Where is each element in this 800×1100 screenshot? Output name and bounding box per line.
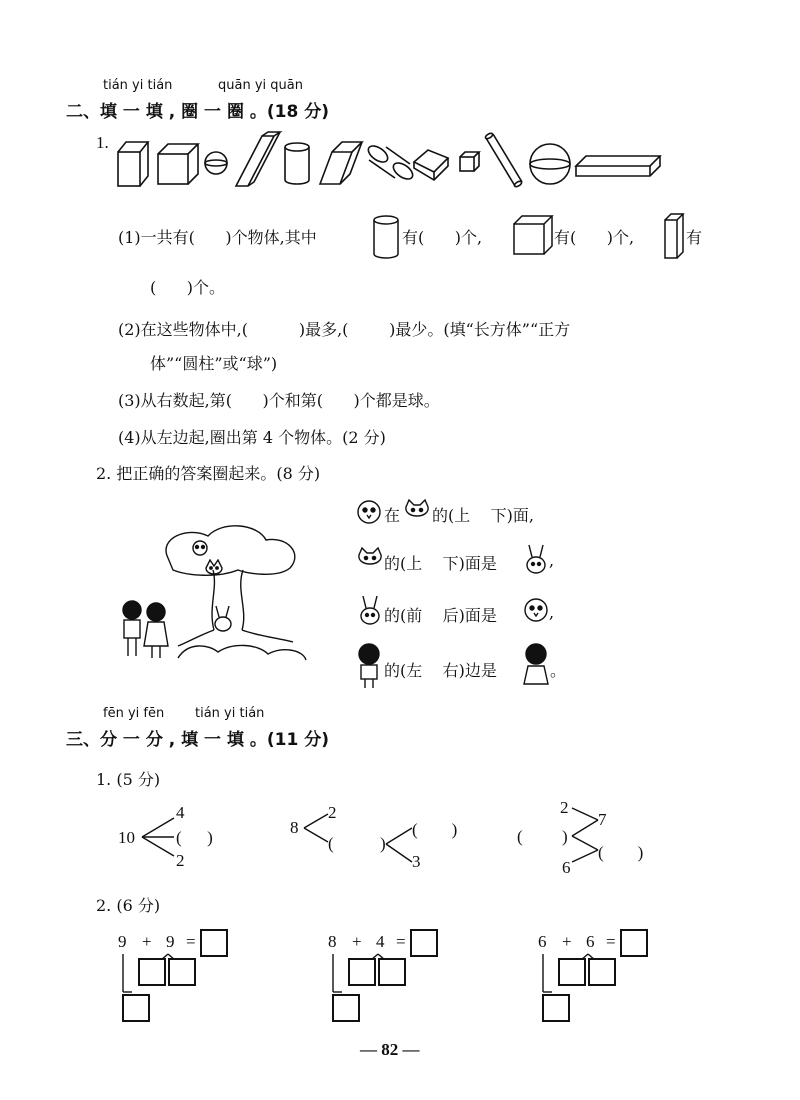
eq3-answer-box[interactable] [620, 929, 648, 957]
eq2-a: 8 [328, 932, 337, 951]
object-11-sphere-icon [530, 144, 570, 184]
s3-q1-title: 1. (5 分) [96, 770, 161, 789]
q2-line3-choice: 的(前 后)面是 [384, 606, 497, 625]
q2-line4-choice: 的(左 右)边是 [384, 661, 497, 680]
cuboid-small-icon [663, 212, 685, 262]
chick-icon [523, 597, 549, 623]
d1-part-blank: ( ) [176, 828, 213, 847]
object-3-sphere-icon [205, 152, 227, 174]
d2-part-top: 2 [328, 803, 337, 822]
q2-line3-end: , [549, 603, 555, 622]
eq3-equals: = [606, 932, 616, 951]
girl-icon [522, 642, 550, 690]
eq3-b: 6 [586, 932, 595, 951]
pinyin-tian-yi-tian-2: tián yi tián [195, 706, 265, 721]
q2-line4-end: 。 [550, 661, 567, 680]
chick-icon [356, 499, 382, 525]
chick-icon [193, 541, 207, 555]
object-12-cuboid-icon [576, 156, 660, 176]
eq3-a: 6 [538, 932, 547, 951]
object-8-cube-icon [414, 150, 448, 180]
fox-icon [403, 499, 431, 525]
eq2-equals: = [396, 932, 406, 951]
eq3-split-box-1[interactable] [558, 958, 586, 986]
eq1-a: 9 [118, 932, 127, 951]
d4-open-paren: ( [517, 827, 523, 846]
q1-part2-text: (2)在这些物体中,( )最多,( )最少。(填“长方体”“正方 [118, 320, 571, 339]
q1-part1-cylinder-count: 有( )个, [402, 228, 483, 247]
object-7-cylinder-icon [366, 143, 416, 182]
q1-part1-cube-count: 有( )个, [554, 228, 635, 247]
q1-part2-hint: 体”“圆柱”或“球”) [150, 354, 278, 373]
q2-line1-choice: 的(上 下)面, [432, 506, 534, 525]
d1-branch-lines [140, 812, 180, 862]
d3-part-top-blank: ( ) [412, 820, 458, 839]
object-9-cube-icon [460, 152, 479, 171]
tree-trunk [212, 570, 244, 630]
d4-bottom-right-blank: ( ) [598, 843, 644, 862]
eq3-split-box-2[interactable] [588, 958, 616, 986]
eq1-answer-box[interactable] [200, 929, 228, 957]
q2-line2-end: , [549, 551, 555, 570]
q2-line1-prefix: 在 [384, 506, 401, 525]
d4-bottom-left: 6 [562, 858, 571, 877]
d2-part-blank: ( [328, 834, 334, 853]
eq1-b: 9 [166, 932, 175, 951]
q1-part1-cuboid-count: ( )个。 [150, 278, 226, 297]
q1-part3-text: (3)从右数起,第( )个和第( )个都是球。 [118, 391, 440, 410]
rabbit-icon [215, 606, 231, 631]
rabbit-icon [523, 543, 549, 575]
s3-q2-title: 2. (6 分) [96, 896, 161, 915]
page-number: — 82 — [360, 1040, 420, 1059]
pinyin-quan-yi-quan: quān yi quān [218, 78, 303, 93]
object-4-long-cuboid-icon [236, 132, 280, 186]
pinyin-tian-yi-tian: tián yi tián [103, 78, 173, 93]
q1-part1-cuboid-label: 有 [686, 228, 703, 247]
object-2-cube-icon [158, 144, 198, 184]
girl-icon [144, 603, 168, 658]
fox-icon [356, 547, 384, 573]
eq1-split-box-1[interactable] [138, 958, 166, 986]
d3-part-bottom: 3 [412, 852, 421, 871]
d4-top-left: 2 [560, 798, 569, 817]
eq1-op: + [142, 932, 152, 951]
tree-canopy [166, 526, 295, 575]
d3-whole-blank: ) [380, 834, 386, 853]
eq3-op: + [562, 932, 572, 951]
cube-small-icon [512, 214, 554, 258]
d1-part-top: 4 [176, 803, 185, 822]
d2-whole: 8 [290, 818, 299, 837]
tree-scene-illustration [118, 518, 308, 668]
d4-top-right: 7 [598, 810, 607, 829]
section2-title: 二、填 一 填 , 圈 一 圈 。(18 分) [66, 102, 330, 122]
q1-part4-text: (4)从左边起,圈出第 4 个物体。(2 分) [118, 428, 386, 447]
eq2-step-box[interactable] [332, 994, 360, 1022]
eq1-step-box[interactable] [122, 994, 150, 1022]
q1-number: 1. [96, 133, 109, 152]
eq2-answer-box[interactable] [410, 929, 438, 957]
eq1-split-box-2[interactable] [168, 958, 196, 986]
q2-title: 2. 把正确的答案圈起来。(8 分) [96, 464, 321, 483]
boy-icon [355, 642, 383, 690]
eq2-split-box-1[interactable] [348, 958, 376, 986]
rabbit-icon [357, 594, 383, 626]
pinyin-fen-yi-fen: fēn yi fēn [103, 706, 165, 721]
object-10-cylinder-icon [485, 132, 523, 187]
eq2-split-box-2[interactable] [378, 958, 406, 986]
object-6-cuboid-icon [320, 142, 362, 184]
d1-part-bottom: 2 [176, 851, 185, 870]
q2-line2-choice: 的(上 下)面是 [384, 554, 497, 573]
d1-whole: 10 [118, 828, 135, 847]
eq2-op: + [352, 932, 362, 951]
eq2-b: 4 [376, 932, 385, 951]
eq1-equals: = [186, 932, 196, 951]
section3-title: 三、分 一 分 , 填 一 填 。(11 分) [66, 730, 330, 750]
cylinder-small-icon [372, 214, 402, 262]
eq3-step-box[interactable] [542, 994, 570, 1022]
object-5-cylinder-icon [285, 143, 309, 184]
d4-close-paren: ) [562, 827, 568, 846]
boy-icon [123, 601, 141, 656]
q1-part1-text: (1)一共有( )个物体,其中 [118, 228, 317, 247]
object-1-cuboid-icon [118, 142, 148, 186]
solids-row [110, 130, 670, 200]
